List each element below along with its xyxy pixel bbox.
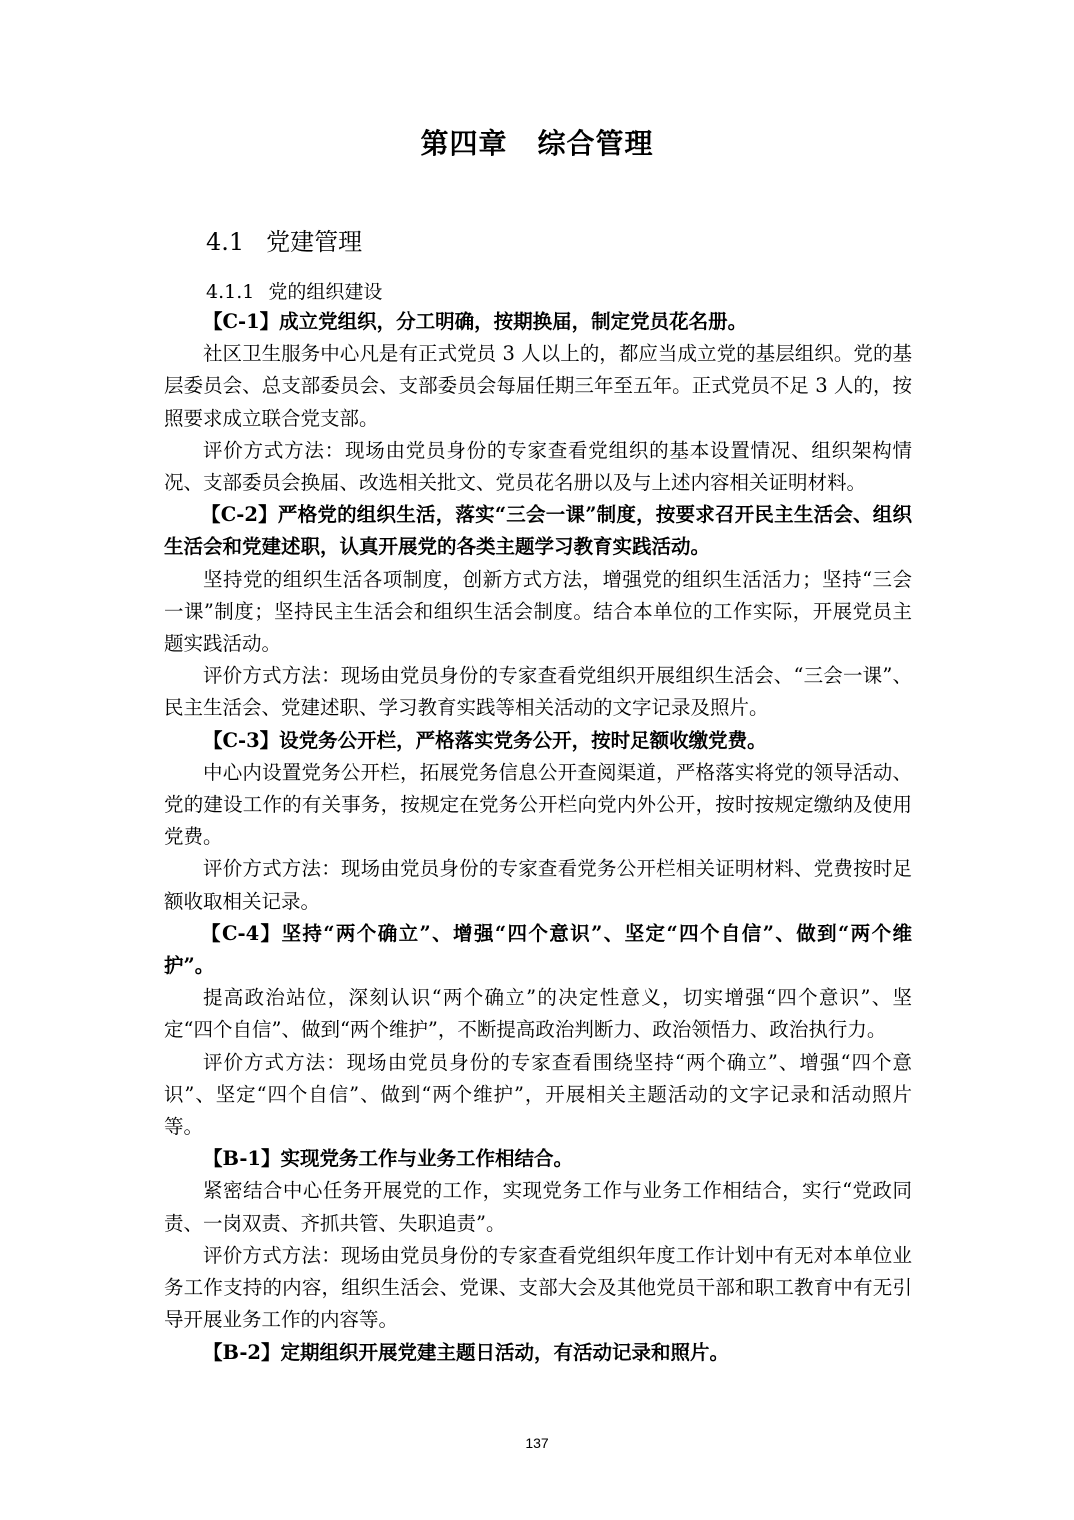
paragraph-b1-evaluation: 评价方式方法：现场由党员身份的专家查看党组织年度工作计划中有无对本单位业务工作支持的内容，组织生活会、党课、支部大会及其他党员干部和职工教育中有无引导开展业务工作的内容等。 [164,1243,912,1332]
paragraph-b1-content: 紧密结合中心任务开展党的工作，实现党务工作与业务工作相结合，实行“党政同责、一岗双责、齐抓共管、失职追责”。 [164,1179,912,1235]
requirement-c3: 【C-3】设党务公开栏，严格落实党务公开，按时足额收缴党费。 [203,728,767,752]
chapter-title [0,124,1074,164]
subsection-title [206,277,382,307]
paragraph-c3-evaluation: 评价方式方法：现场由党员身份的专家查看党务公开栏相关证明材料、党费按时足额收取相关记录。 [164,857,912,913]
subsection-number: 4.1.1 [206,281,255,303]
paragraph-c3-content: 中心内设置党务公开栏，拓展党务信息公开查阅渠道，严格落实将党的领导活动、党的建设工作的有关事务，按规定在党务公开栏向党内外公开，按时按规定缴纳及使用党费。 [164,760,912,849]
paragraph-c1-content: 社区卫生服务中心凡是有正式党员 3 人以上的，都应当成立党的基层组织。党的基层委员会、总支部委员会、支部委员会每届任期三年至五年。正式党员不足 3 人的，按照要求成立联合党支部。 [164,342,912,430]
paragraph-c2-content: 坚持党的组织生活各项制度，创新方式方法，增强党的组织生活活力；坚持“三会一课”制度；坚持民主生活会和组织生活会制度。结合本单位的工作实际，开展党员主题实践活动。 [164,567,912,656]
requirement-c4: 【C-4】坚持“两个确立”、增强“四个意识”、坚定“四个自信”、做到“两个维护”。 [164,921,912,978]
requirement-b1: 【B-1】实现党务工作与业务工作相结合。 [203,1147,574,1171]
section-name: 党建管理 [266,228,363,256]
body-text [164,306,912,1369]
requirement-c1: 【C-1】成立党组织，分工明确，按期换届，制定党员花名册。 [203,310,748,333]
requirement-b2: 【B-2】定期组织开展党建主题日活动，有活动记录和照片。 [203,1340,730,1364]
paragraph-c4-evaluation: 评价方式方法：现场由党员身份的专家查看围绕坚持“两个确立”、增强“四个意识”、坚定“四个自信”、做到“两个维护”，开展相关主题活动的文字记录和活动照片等。 [164,1050,912,1139]
requirement-c2: 【C-2】严格党的组织生活，落实“三会一课”制度，按要求召开民主生活会、组织生活会和党建述职，认真开展党的各类主题学习教育实践活动。 [164,503,912,559]
section-number: 4.1 [206,228,245,256]
chapter-number: 第四章 [420,127,508,160]
paragraph-c4-content: 提高政治站位，深刻认识“两个确立”的决定性意义，切实增强“四个意识”、坚定“四个自信”、做到“两个维护”，不断提高政治判断力、政治领悟力、政治执行力。 [164,986,912,1042]
paragraph-c1-evaluation: 评价方式方法：现场由党员身份的专家查看党组织的基本设置情况、组织架构情况、支部委员会换届、改选相关批文、党员花名册以及与上述内容相关证明材料。 [164,438,912,495]
subsection-name: 党的组织建设 [268,281,383,303]
section-title [206,224,362,260]
page-number: 137 [525,1435,549,1451]
chapter-name: 综合管理 [537,127,654,160]
paragraph-c2-evaluation: 评价方式方法：现场由党员身份的专家查看党组织开展组织生活会、“三会一课”、民主生活会、党建述职、学习教育实践等相关活动的文字记录及照片。 [164,664,912,720]
